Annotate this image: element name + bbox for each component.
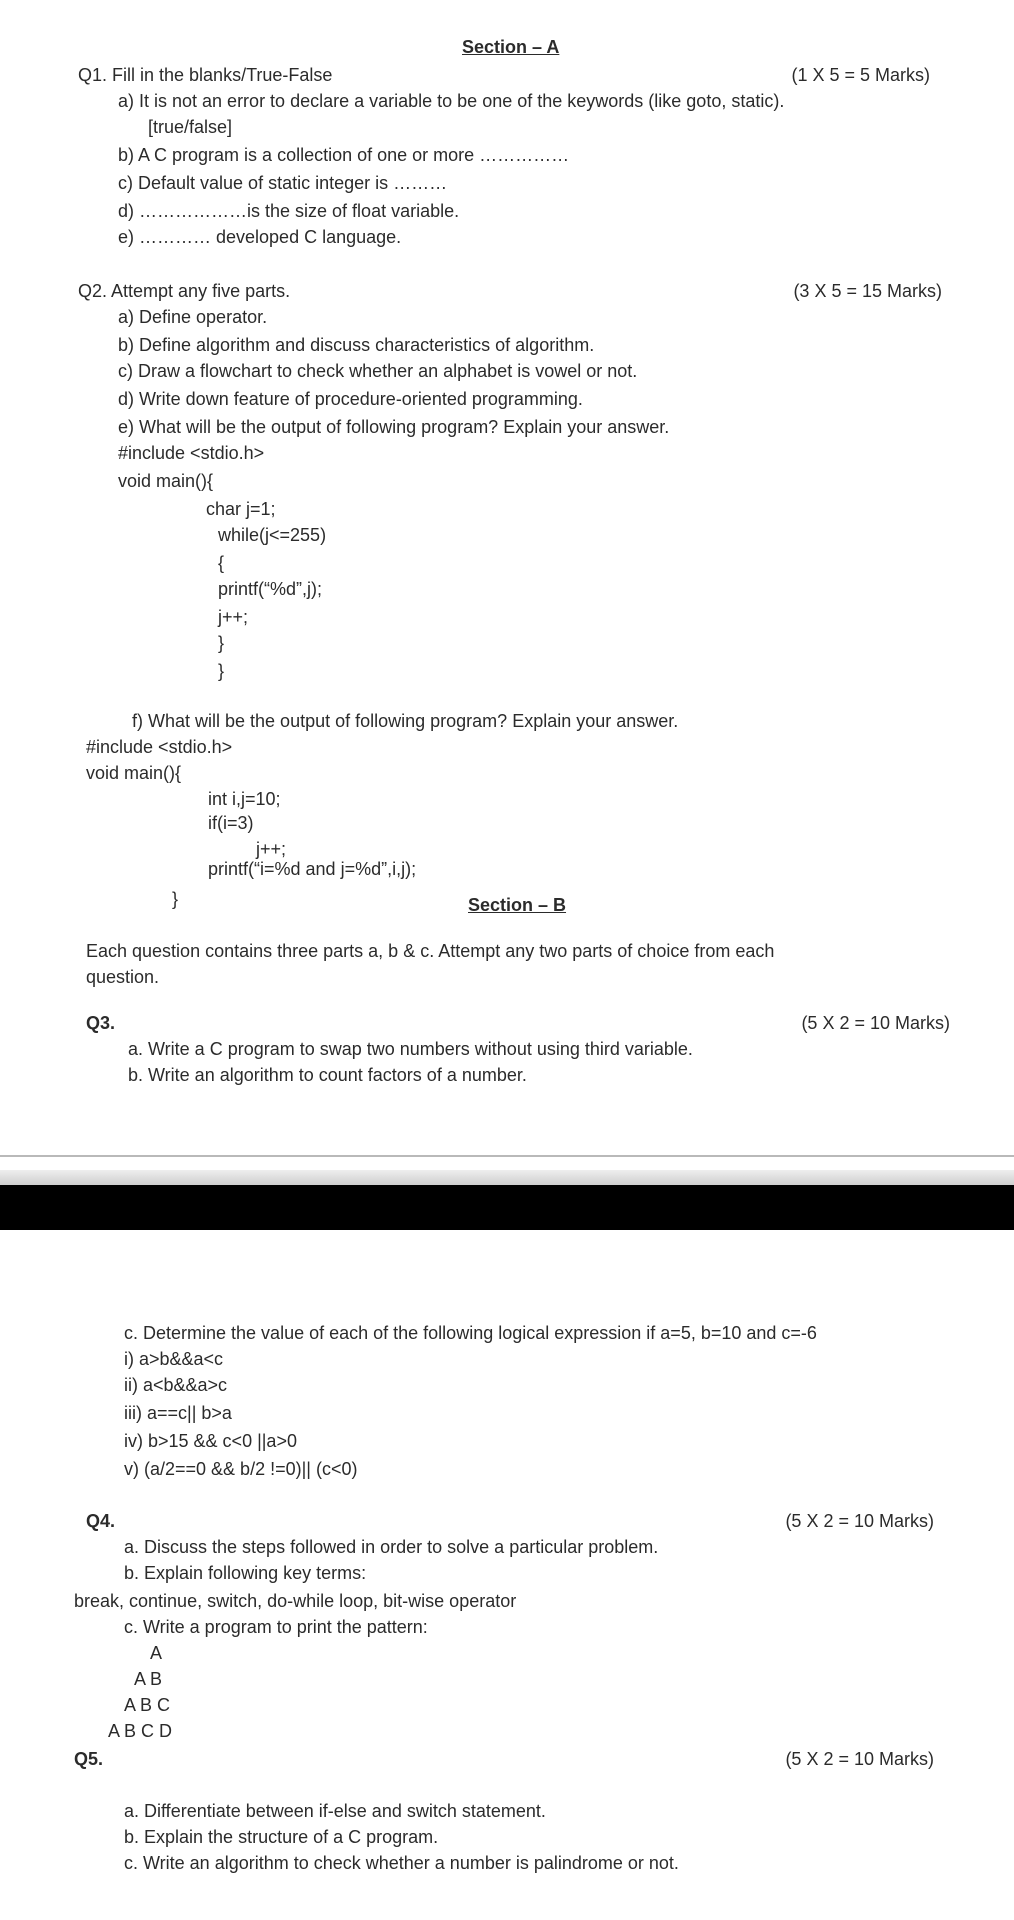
page-fold-shadow [0,1170,1014,1185]
q1-part-e: e) ………… developed C language. [118,227,402,247]
q2-part-e: e) What will be the output of following program? Explain your answer. [118,417,670,437]
q2-part-f: f) What will be the output of following program? Explain your answer. [132,711,679,731]
code-line: } [218,661,225,681]
logical-expression: i) a>b&&a<c [124,1349,224,1369]
q5-marks: (5 X 2 = 10 Marks) [785,1749,934,1769]
section-a-title: Section – A [462,37,560,57]
code-line: #include <stdio.h> [86,737,233,757]
logical-expression: iv) b>15 && c<0 ||a>0 [124,1431,297,1451]
logical-expression: ii) a<b&&a>c [124,1375,228,1395]
code-line: j++; [218,607,249,627]
q5-part-a: a. Differentiate between if-else and switch statement. [124,1801,546,1821]
q5-part-c: c. Write an algorithm to check whether a number is palindrome or not. [124,1853,679,1873]
section-b-instructions-cont: question. [86,967,160,987]
q2-part-b: b) Define algorithm and discuss characteristics of algorithm. [118,335,595,355]
code-line: #include <stdio.h> [118,443,265,463]
q3-marks: (5 X 2 = 10 Marks) [801,1013,950,1033]
q2-marks: (3 X 5 = 15 Marks) [793,281,942,301]
code-line: void main(){ [118,471,214,491]
q1-part-a: a) It is not an error to declare a variable to be one of the keywords (like goto, static). [118,91,785,111]
pattern-row: A [150,1643,163,1663]
q4-part-c: c. Write a program to print the pattern: [124,1617,428,1637]
section-b-title: Section – B [468,895,567,915]
page-fold-line [0,1155,1014,1157]
code-line: { [218,553,225,573]
pattern-row: A B C D [108,1721,173,1741]
q1-heading: Q1. Fill in the blanks/True-False [78,65,333,85]
q1-part-b: b) A C program is a collection of one or more …………… [118,145,570,165]
q1-part-c: c) Default value of static integer is ……… [118,173,448,193]
q2-heading: Q2. Attempt any five parts. [78,281,291,301]
q4-marks: (5 X 2 = 10 Marks) [785,1511,934,1531]
q3-heading: Q3. [86,1013,116,1033]
q5-part-b: b. Explain the structure of a C program. [124,1827,439,1847]
q1-part-d: d) ………………is the size of float variable. [118,201,460,221]
q3-part-a: a. Write a C program to swap two numbers without using third variable. [128,1039,693,1059]
code-line: if(i=3) [208,813,254,833]
pattern-row: A B C [124,1695,171,1715]
q1-part-a-options: [true/false] [148,117,233,137]
q5-heading: Q5. [74,1749,104,1769]
code-line: } [218,633,225,653]
code-line: j++; [256,839,287,859]
page-gap-band [0,1185,1014,1230]
section-b-instructions: Each question contains three parts a, b & c. Attempt any two parts of choice from each [86,941,775,961]
q3-part-c: c. Determine the value of each of the following logical expression if a=5, b=10 and c=-6 [124,1323,817,1343]
code-line: char j=1; [206,499,276,519]
pattern-row: A B [134,1669,163,1689]
q2-part-d: d) Write down feature of procedure-oriented programming. [118,389,583,409]
q2-part-c: c) Draw a flowchart to check whether an alphabet is vowel or not. [118,361,638,381]
q2-part-a: a) Define operator. [118,307,268,327]
code-line: void main(){ [86,763,182,783]
q4-part-b-terms: break, continue, switch, do-while loop, bit-wise operator [74,1591,517,1611]
q1-marks: (1 X 5 = 5 Marks) [791,65,930,85]
q4-heading: Q4. [86,1511,116,1531]
code-line: while(j<=255) [218,525,327,545]
q4-part-a: a. Discuss the steps followed in order to solve a particular problem. [124,1537,659,1557]
code-line: printf(“%d”,j); [218,579,323,599]
code-line: int i,j=10; [208,789,281,809]
q3-part-b: b. Write an algorithm to count factors of a number. [128,1065,527,1085]
code-line: printf(“i=%d and j=%d”,i,j); [208,859,417,879]
logical-expression: v) (a/2==0 && b/2 !=0)|| (c<0) [124,1459,358,1479]
logical-expression: iii) a==c|| b>a [124,1403,232,1423]
code-line: } [172,889,179,909]
q4-part-b: b. Explain following key terms: [124,1563,367,1583]
